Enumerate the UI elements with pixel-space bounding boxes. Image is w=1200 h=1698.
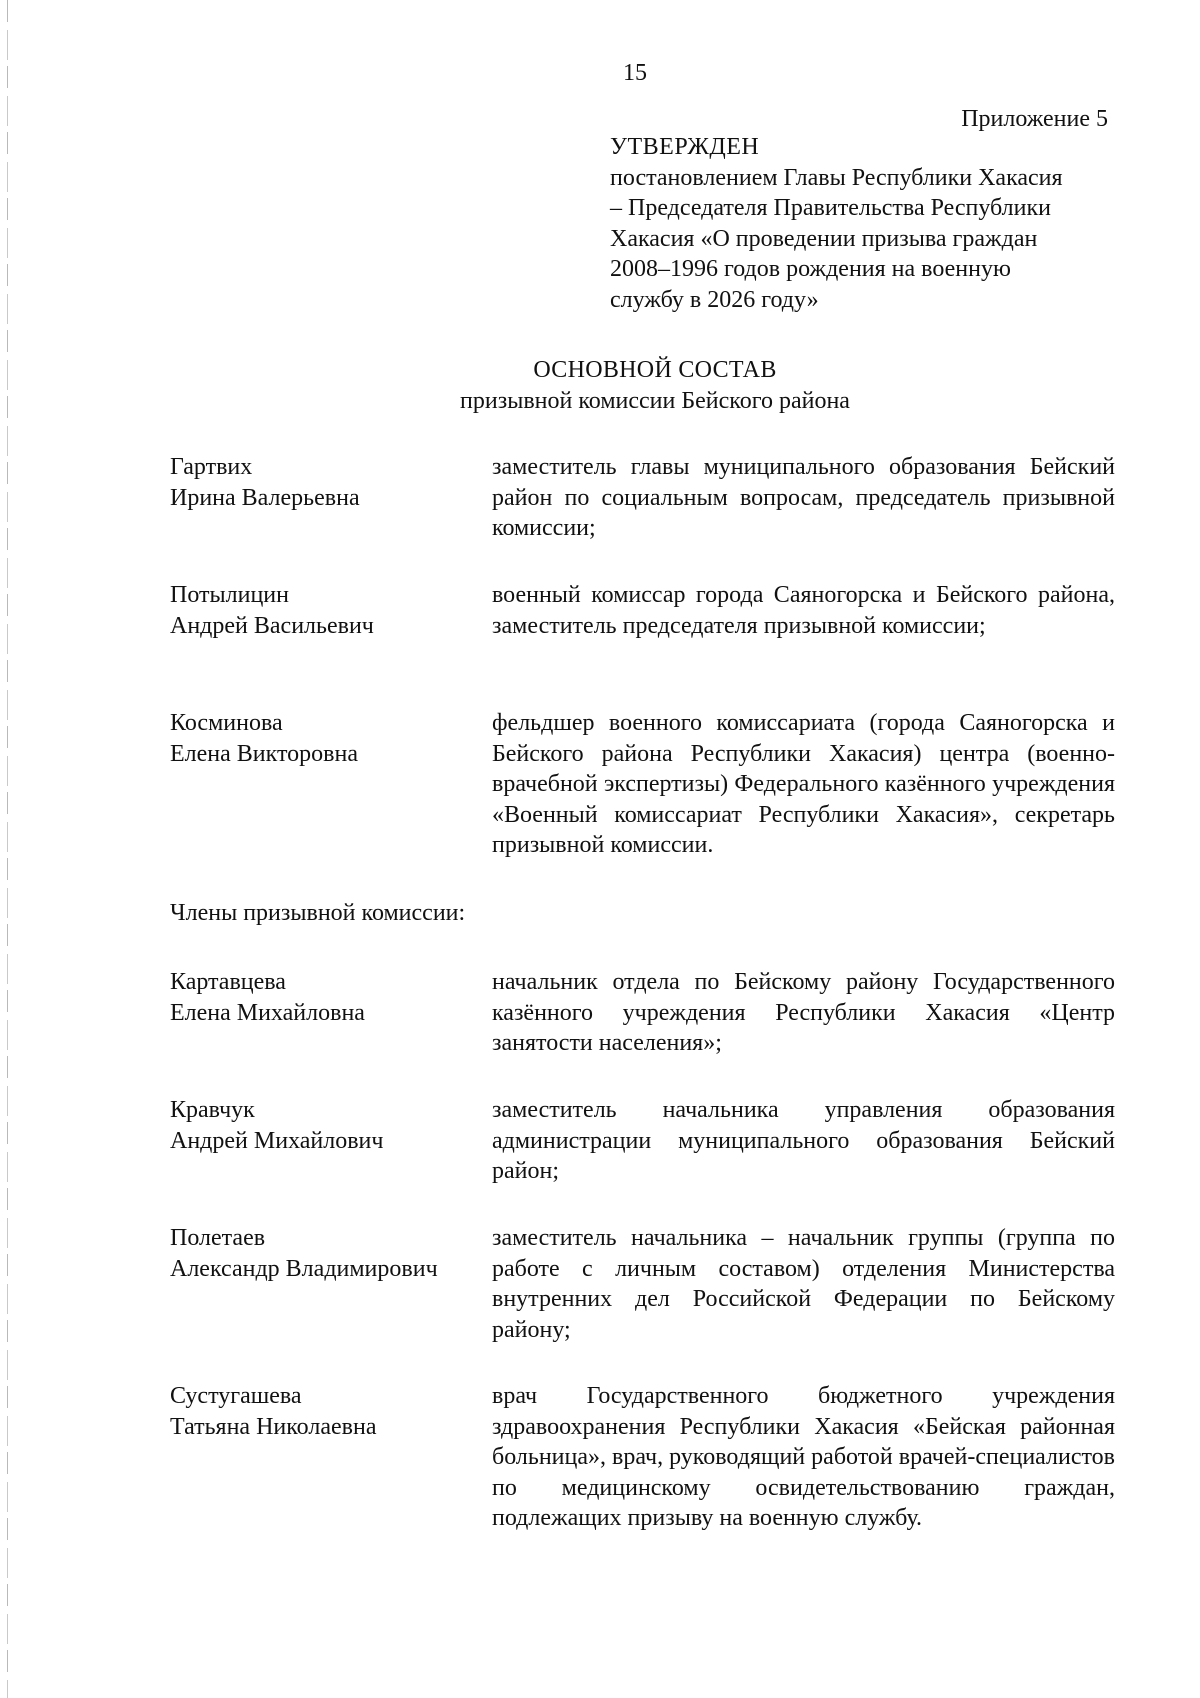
member-given-name: Елена Викторовна [170, 740, 358, 767]
member-surname: Полетаев [170, 1225, 266, 1251]
member-name [170, 1381, 480, 1442]
scan-edge [7, 0, 8, 1698]
member-given-name: Андрей Михайлович [170, 1127, 384, 1154]
member-role: начальник отдела по Бейскому району Государственного казённого учреждения Республики Хакасия «Центр занятости населения»; [492, 969, 1115, 1056]
member-name [170, 452, 480, 513]
approval-line: – Председателя Правительства Республики [610, 195, 1051, 221]
member-surname: Сустугашева [170, 1383, 302, 1409]
approval-title: УТВЕРЖДЕН [610, 134, 760, 160]
approval-line: службу в 2026 году» [610, 286, 819, 313]
appendix-label: Приложение 5 [961, 106, 1108, 132]
heading-title: ОСНОВНОЙ СОСТАВ [533, 357, 777, 383]
members-heading: Члены призывной комиссии: [170, 900, 466, 926]
member-given-name: Андрей Васильевич [170, 612, 374, 639]
member-surname: Кравчук [170, 1097, 255, 1123]
approval-block [610, 132, 1110, 315]
approval-line: 2008–1996 годов рождения на военную [610, 256, 1011, 282]
member-surname: Гартвих [170, 454, 253, 480]
document-heading [0, 355, 1200, 416]
member-role: заместитель главы муниципального образования Бейский район по социальным вопросам, председатель призывной комиссии; [492, 454, 1115, 541]
member-given-name: Елена Михайловна [170, 999, 365, 1026]
member-given-name: Александр Владимирович [170, 1255, 438, 1282]
member-role: фельдшер военного комиссариата (города Саяногорска и Бейского района Республики Хакасия) центра (военно-врачебной экспертизы) Федерального казённого учреждения «Военный комиссариат Республики Хакасия», секретарь призывной комиссии. [492, 710, 1115, 858]
member-surname: Косминова [170, 710, 283, 736]
member-role: врач Государственного бюджетного учреждения здравоохранения Республики Хакасия «Бейская районная больница», врач, руководящий работой врачей-специалистов по медицинскому освидетельствованию граждан, подлежащих призыву на военную службу. [492, 1383, 1115, 1531]
page-number: 15 [623, 60, 647, 86]
approval-line: постановлением Главы Республики Хакасия [610, 164, 1063, 191]
member-name [170, 580, 480, 641]
member-role: заместитель начальника управления образования администрации муниципального образования Бейский район; [492, 1097, 1115, 1184]
member-given-name: Ирина Валерьевна [170, 484, 360, 511]
member-role: заместитель начальника – начальник группы (группа по работе с личным составом) отделения Министерства внутренних дел Российской Федерации по Бейскому району; [492, 1225, 1115, 1343]
approval-text [610, 163, 1110, 316]
member-surname: Картавцева [170, 969, 286, 995]
member-name [170, 1223, 480, 1284]
approval-line: Хакасия «О проведении призыва граждан [610, 225, 1038, 252]
member-role: военный комиссар города Саяногорска и Бейского района, заместитель председателя призывной комиссии; [492, 582, 1115, 639]
member-surname: Потылицин [170, 582, 289, 608]
member-name [170, 967, 480, 1028]
member-given-name: Татьяна Николаевна [170, 1413, 377, 1440]
member-name [170, 1095, 480, 1156]
heading-subtitle: призывной комиссии Бейского района [460, 387, 850, 414]
member-name [170, 708, 480, 769]
